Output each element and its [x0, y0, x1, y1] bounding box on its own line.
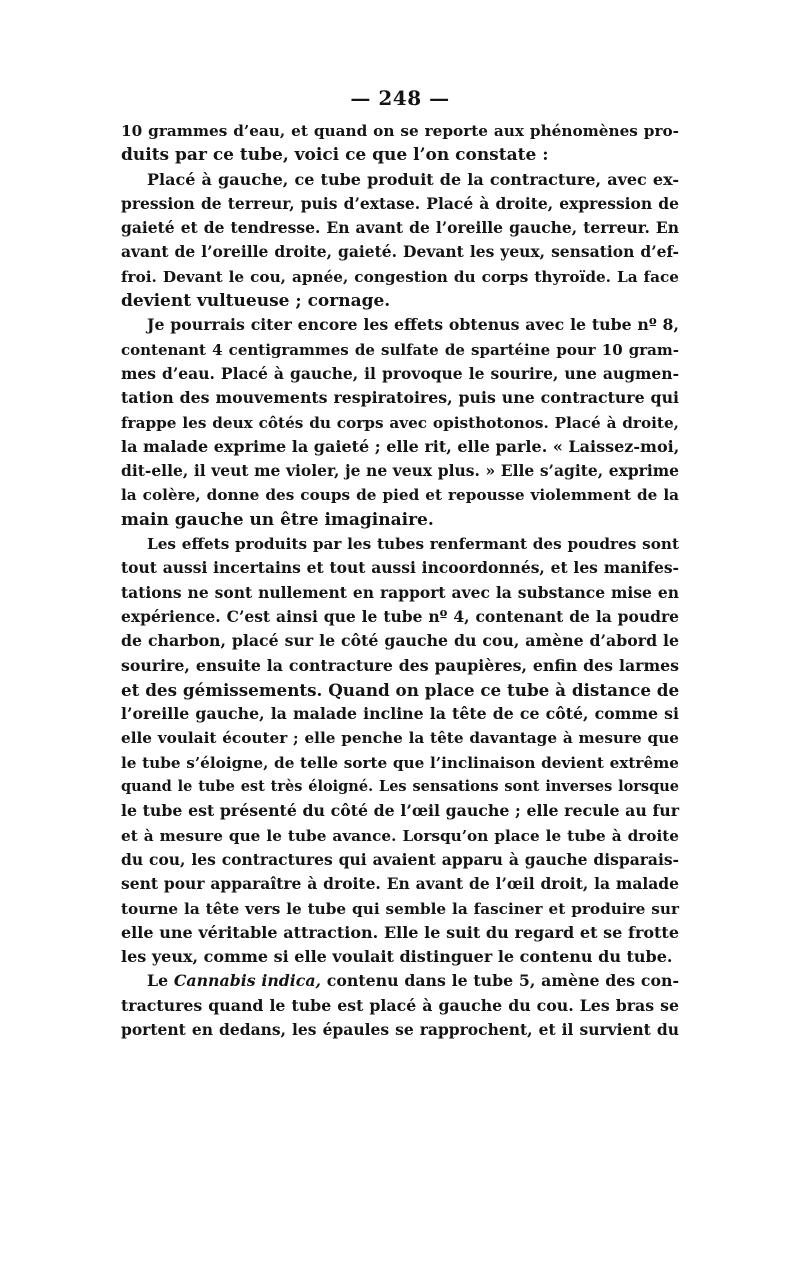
text-line — [121, 775, 679, 799]
text-line — [121, 459, 679, 483]
text-line — [121, 945, 679, 969]
text-segment: devient vultueuse ; cornage. — [121, 291, 391, 312]
text-segment: l’oreille gauche, la malade incline la tête de ce côté, comme si — [121, 704, 679, 724]
body-text — [121, 119, 679, 1042]
text-line — [121, 556, 679, 580]
text-line — [121, 678, 679, 702]
text-segment: portent en dedans, les épaules se rapprochent, et il survient du — [121, 1019, 679, 1039]
text-line — [121, 435, 679, 459]
text-line — [121, 143, 679, 167]
text-segment: elle voulait écouter ; elle penche la tête davantage à mesure que — [121, 729, 679, 748]
text-line — [121, 969, 679, 993]
text-line — [121, 362, 679, 386]
text-line — [121, 532, 679, 556]
text-line — [121, 168, 679, 192]
text-line — [121, 702, 679, 726]
text-segment: Placé à gauche, ce tube produit de la contracture, avec ex- — [147, 169, 679, 189]
text-segment: tations ne sont nullement en rapport avec la substance mise en — [121, 582, 679, 602]
text-segment: les yeux, comme si elle voulait distinguer le contenu du tube. — [121, 947, 673, 967]
text-segment: tation des mouvements respiratoires, puis une contracture qui — [121, 388, 679, 408]
text-line — [121, 119, 679, 143]
text-line — [121, 338, 679, 362]
text-segment: Les effets produits par les tubes renfermant des poudres sont — [147, 535, 679, 554]
text-line — [121, 192, 679, 216]
text-line — [121, 994, 679, 1018]
text-segment: contenu dans le tube 5, amène des con- — [321, 971, 679, 991]
text-segment: frappe les deux côtés du corps avec opisthotonos. Placé à droite, — [121, 413, 679, 432]
text-segment: expérience. C’est ainsi que le tube nº 4, contenant de la poudre — [121, 606, 679, 626]
text-line — [121, 799, 679, 823]
text-segment: le tube s’éloigne, de telle sorte que l’inclinaison devient extrême — [121, 753, 679, 772]
text-segment: la malade exprime la gaieté ; elle rit, elle parle. « Laissez-moi, — [121, 436, 680, 456]
text-segment: sent pour apparaître à droite. En avant de l’œil droit, la malade — [121, 874, 679, 894]
text-line — [121, 872, 679, 896]
text-line — [121, 240, 679, 264]
page-number: — 248 — — [350, 86, 450, 110]
text-segment: le tube est présenté du côté de l’œil gauche ; elle recule au fur — [121, 801, 679, 821]
text-segment: la colère, donne des coups de pied et repousse violemment de la — [121, 486, 679, 505]
text-line — [121, 1018, 679, 1042]
text-segment: contenant 4 centigrammes de sulfate de spartéine pour 10 gram- — [121, 340, 679, 359]
text-line — [121, 629, 679, 653]
text-segment: froi. Devant le cou, apnée, congestion du corps thyroïde. La face — [121, 267, 679, 286]
text-line — [121, 386, 679, 410]
text-segment: tout aussi incertains et tout aussi incoordonnés, et les manifes- — [121, 558, 679, 578]
text-line — [121, 848, 679, 872]
text-line — [121, 921, 679, 945]
text-line — [121, 581, 679, 605]
text-segment: sourire, ensuite la contracture des paupières, enfin des larmes — [121, 655, 679, 675]
text-segment: et à mesure que le tube avance. Lorsqu’on place le tube à droite — [121, 826, 679, 845]
italic-text: Cannabis indica, — [173, 971, 322, 991]
text-line — [121, 289, 679, 313]
text-segment: elle une véritable attraction. Elle le suit du regard et se frotte — [121, 922, 679, 942]
text-segment: dit-elle, il veut me violer, je ne veux plus. » Elle s’agite, exprime — [121, 461, 679, 481]
text-line — [121, 265, 679, 289]
text-segment: tourne la tête vers le tube qui semble la fasciner et produire sur — [121, 899, 679, 918]
text-line — [121, 411, 679, 435]
text-line — [121, 824, 679, 848]
text-segment: et des gémissements. Quand on place ce tube à distance de — [121, 679, 680, 700]
text-line — [121, 654, 679, 678]
text-line — [121, 216, 679, 240]
text-segment: quand le tube est très éloigné. Les sensations sont inverses lorsque — [121, 778, 679, 796]
text-segment: tractures quand le tube est placé à gauche du cou. Les bras se — [121, 995, 679, 1015]
text-segment: Le — [147, 971, 174, 991]
text-line — [121, 726, 679, 750]
text-line — [121, 897, 679, 921]
text-segment: mes d’eau. Placé à gauche, il provoque le sourire, une augmen- — [121, 363, 679, 383]
text-segment: avant de l’oreille droite, gaieté. Devant les yeux, sensation d’ef- — [121, 242, 679, 262]
text-segment: pression de terreur, puis d’extase. Placé à droite, expression de — [121, 193, 679, 213]
text-segment: de charbon, placé sur le côté gauche du cou, amène d’abord le — [121, 631, 679, 651]
text-line — [121, 751, 679, 775]
text-segment: main gauche un être imaginaire. — [121, 509, 434, 530]
text-segment: du cou, les contractures qui avaient apparu à gauche disparais- — [121, 849, 679, 869]
text-line — [121, 483, 679, 507]
text-line — [121, 313, 679, 337]
text-segment: 10 grammes d’eau, et quand on se reporte aux phénomènes pro- — [121, 122, 679, 140]
text-line — [121, 605, 679, 629]
text-segment: duits par ce tube, voici ce que l’on constate : — [121, 145, 549, 166]
text-segment: Je pourrais citer encore les effets obtenus avec le tube nº 8, — [147, 315, 679, 335]
text-line — [121, 508, 679, 532]
text-segment: gaieté et de tendresse. En avant de l’oreille gauche, terreur. En — [121, 218, 679, 238]
